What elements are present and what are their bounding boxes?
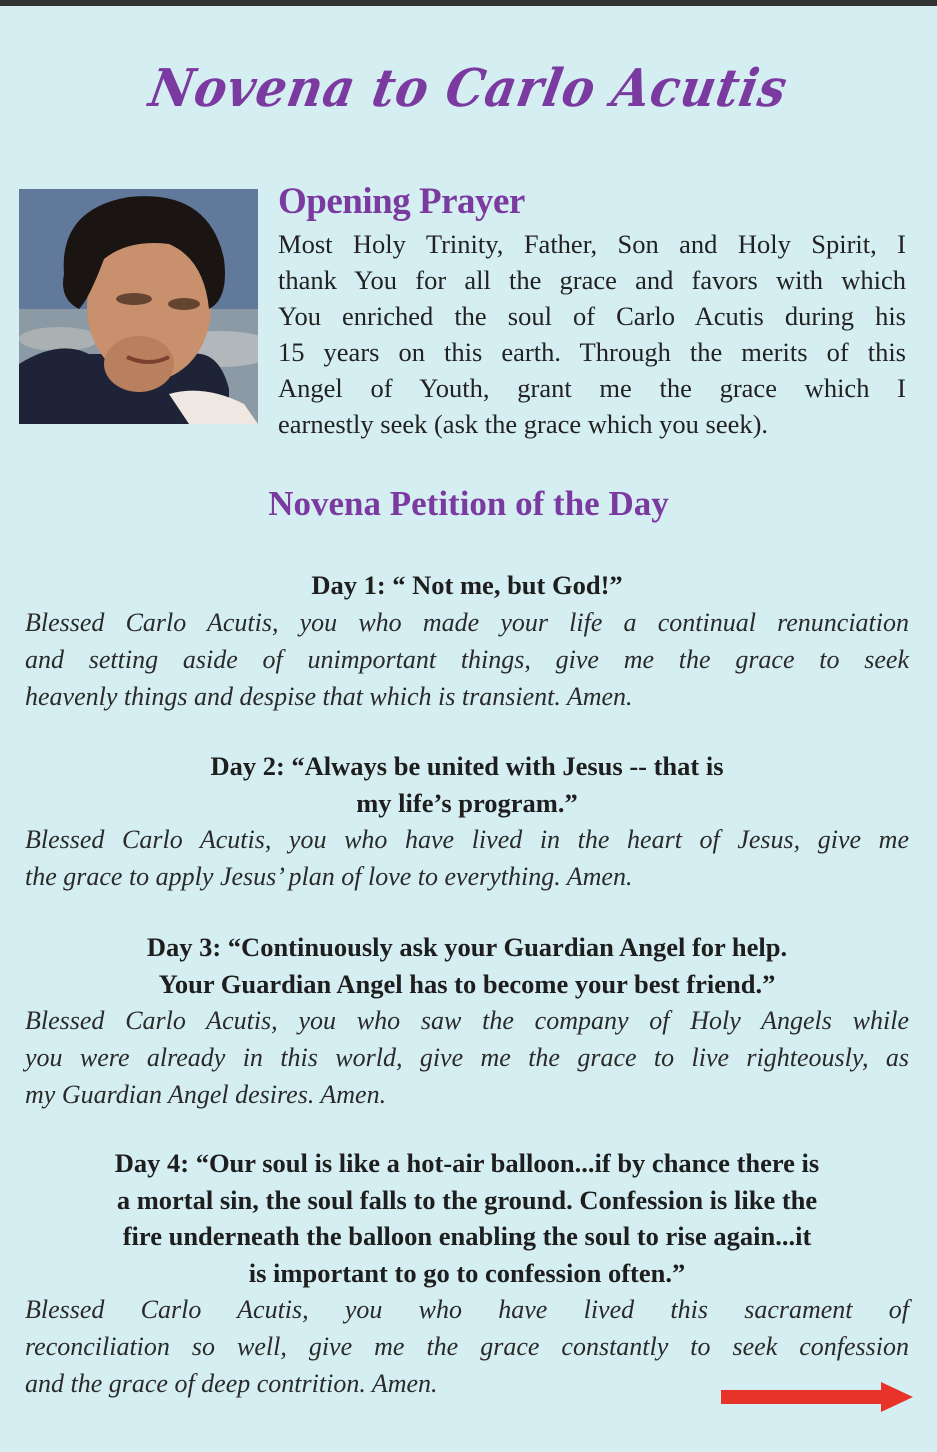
day-1-title <box>25 567 909 604</box>
day-title-line: my life’s program.” <box>356 787 578 818</box>
day-title-line: Day 1: “ Not me, but God!” <box>311 570 623 600</box>
prayer-line: Blessed Carlo Acutis, you who saw the company of Holy Angels while <box>25 1006 909 1035</box>
portrait-image <box>19 189 258 424</box>
prayer-line: my Guardian Angel desires. Amen. <box>25 1080 387 1109</box>
day-title-line: Day 3: “Continuously ask your Guardian Angel for help. <box>146 932 788 962</box>
prayer-line: Blessed Carlo Acutis, you who have lived in the heart of Jesus, give me <box>25 825 909 854</box>
opening-prayer-line: Most Holy Trinity, Father, Son and Holy Spirit, I <box>278 229 906 259</box>
prayer-line: you were already in this world, give me the grace to live righteously, as <box>25 1043 909 1072</box>
opening-prayer-line: Angel of Youth, grant me the grace which I <box>278 373 906 403</box>
day-1-prayer <box>25 604 909 715</box>
carlo-acutis-photo <box>19 189 258 424</box>
opening-prayer-heading: Opening Prayer <box>278 181 525 222</box>
prayer-line: and the grace of deep contrition. Amen. <box>25 1369 438 1398</box>
day-1-block <box>25 567 909 715</box>
day-3-title <box>25 929 909 1002</box>
day-4-block <box>25 1145 909 1402</box>
day-title-line: Day 2: “Always be united with Jesus -- that is <box>210 751 724 781</box>
opening-prayer-text <box>278 226 906 442</box>
day-title-line: fire underneath the balloon enabling the soul to rise again...it <box>122 1221 812 1251</box>
opening-prayer-line: You enriched the soul of Carlo Acutis during his <box>278 301 906 331</box>
opening-prayer-line: earnestly seek (ask the grace which you seek). <box>278 409 769 439</box>
page-title: Novena to Carlo Acutis <box>144 58 793 119</box>
prayer-line: heavenly things and despise that which is transient. Amen. <box>25 681 633 711</box>
day-title-line: a mortal sin, the soul falls to the ground. Confession is like the <box>116 1184 818 1215</box>
day-3-block <box>25 929 909 1113</box>
day-title-line: is important to go to confession often.” <box>248 1257 686 1288</box>
opening-prayer-line: 15 years on this earth. Through the merits of this <box>278 337 906 367</box>
opening-prayer-line: thank You for all the grace and favors with which <box>278 265 906 295</box>
prayer-line: the grace to apply Jesus’ plan of love to everything. Amen. <box>25 862 633 891</box>
day-title-line: Day 4: “Our soul is like a hot-air balloon...if by chance there is <box>114 1148 820 1178</box>
right-arrow-icon[interactable] <box>721 1382 913 1412</box>
petition-heading: Novena Petition of the Day <box>268 484 669 523</box>
prayer-line: Blessed Carlo Acutis, you who have lived this sacrament of <box>25 1295 909 1324</box>
day-title-line: Your Guardian Angel has to become your best friend.” <box>158 968 776 999</box>
prayer-line: reconciliation so well, give me the grace constantly to seek confession <box>25 1332 909 1361</box>
day-2-prayer <box>25 821 909 895</box>
day-3-prayer <box>25 1002 909 1113</box>
day-2-title <box>25 748 909 821</box>
top-bar <box>0 0 937 6</box>
day-4-title <box>25 1145 909 1291</box>
prayer-line: and setting aside of unimportant things, give me the grace to seek <box>25 644 909 674</box>
day-2-block <box>25 748 909 895</box>
prayer-line: Blessed Carlo Acutis, you who made your life a continual renunciation <box>25 607 909 637</box>
